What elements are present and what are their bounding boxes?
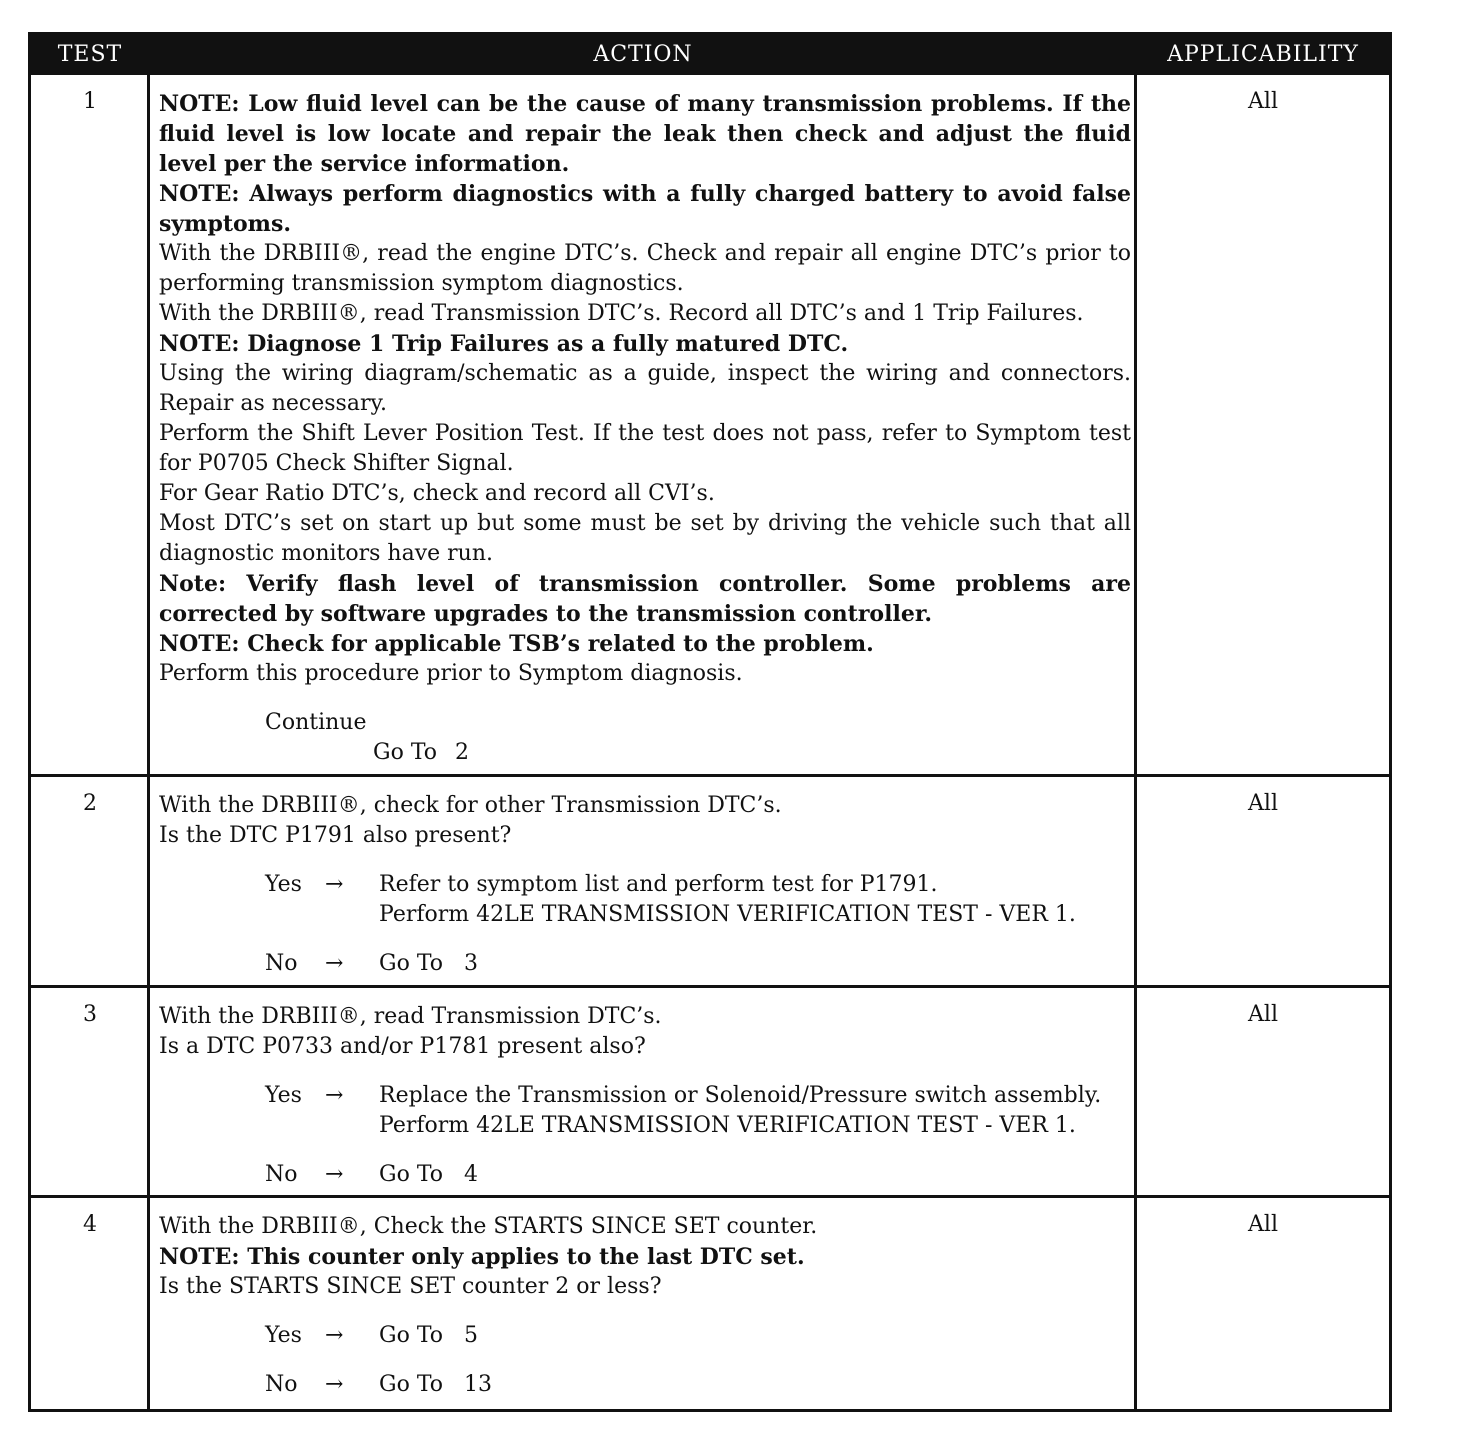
diagnostic-test-table [28,32,1392,1412]
yes-branch [159,870,1131,930]
no-label: No [265,951,298,976]
header-action: ACTION [593,42,693,67]
yes-text: Go To 5 [379,1323,478,1348]
yes-branch [159,1081,1131,1141]
action-line: Note: Verify flash level of transmission controller. Some problems are corrected by software upgrades to the transmission controller. [159,571,1131,627]
action-cell [159,1212,1131,1400]
action-line: For Gear Ratio DTC’s, check and record all CVI’s. [159,481,715,506]
goto-label: Go To [373,740,438,765]
action-line: NOTE: Check for applicable TSB’s related to the problem. [159,631,874,657]
table-header [31,35,1389,75]
table-row [31,988,1389,1195]
continue-label: Continue [265,710,367,735]
table-row [31,75,1389,774]
action-line: With the DRBIII®, read Transmission DTC’s. Record all DTC’s and 1 Trip Failures. [159,301,1084,326]
arrow-icon: → [325,1372,344,1397]
action-line: Perform the Shift Lever Position Test. If the test does not pass, refer to Symptom test for P0705 Check Shifter Signal. [159,421,1131,476]
test-number: 3 [83,1002,97,1027]
no-text: Go To 13 [379,1372,492,1397]
action-line: Using the wiring diagram/schematic as a guide, inspect the wiring and connectors. Repair as necessary. [159,361,1131,416]
yes-text [379,1081,1131,1141]
yes-branch [159,1321,1131,1351]
action-line: Most DTC’s set on start up but some must be set by driving the vehicle such that all diagnostic monitors have run. [159,511,1131,566]
no-branch [159,1160,1131,1190]
applicability-cell: All [1248,1002,1278,1027]
action-line: Perform this procedure prior to Symptom diagnosis. [159,661,743,686]
yes-text-line: Replace the Transmission or Solenoid/Pressure switch assembly. [379,1083,1102,1108]
no-text: Go To 3 [379,951,478,976]
arrow-icon: → [325,1323,344,1348]
action-line: With the DRBIII®, Check the STARTS SINCE SET counter. [159,1214,818,1239]
arrow-icon: → [325,1083,344,1108]
yes-text [379,870,1131,930]
yes-text-line: Perform 42LE TRANSMISSION VERIFICATION TEST - VER 1. [379,902,1076,927]
action-cell [159,791,1131,979]
applicability-cell: All [1248,89,1278,114]
arrow-icon: → [325,951,344,976]
goto-target: 2 [455,740,470,765]
action-cell [159,89,1131,768]
header-test: TEST [57,42,123,67]
action-line: NOTE: Diagnose 1 Trip Failures as a fully matured DTC. [159,331,849,357]
action-line: NOTE: Always perform diagnostics with a fully charged battery to avoid false symptoms. [159,181,1131,237]
test-number: 4 [83,1212,97,1237]
yes-text-line: Perform 42LE TRANSMISSION VERIFICATION TEST - VER 1. [379,1113,1076,1138]
yes-label: Yes [265,1323,302,1348]
no-label: No [265,1162,298,1187]
no-branch [159,1370,1131,1400]
arrow-icon: → [325,1162,344,1187]
yes-label: Yes [265,1083,302,1108]
action-line: NOTE: Low fluid level can be the cause of many transmission problems. If the fluid level is low locate and repair the leak then check and adjust the fluid level per the service information. [159,91,1131,177]
arrow-icon: → [325,872,344,897]
test-number: 2 [83,791,97,816]
header-applicability: APPLICABILITY [1167,42,1359,67]
no-text: Go To 4 [379,1162,478,1187]
action-line: With the DRBIII®, read Transmission DTC’s. [159,1004,662,1029]
yes-text-line: Refer to symptom list and perform test for P1791. [379,872,938,897]
no-label: No [265,1372,298,1397]
action-line: NOTE: This counter only applies to the last DTC set. [159,1244,805,1270]
action-cell [159,1002,1131,1190]
applicability-cell: All [1248,1212,1278,1237]
no-branch [159,949,1131,979]
yes-label: Yes [265,872,302,897]
action-line: With the DRBIII®, check for other Transmission DTC’s. [159,793,782,818]
table-row [31,1198,1389,1409]
applicability-cell: All [1248,791,1278,816]
goto-branch [159,738,1131,768]
test-number: 1 [83,89,97,114]
action-line: Is the DTC P1791 also present? [159,823,512,848]
action-line: With the DRBIII®, read the engine DTC’s. Check and repair all engine DTC’s prior to performing transmission symptom diagnostics. [159,241,1131,296]
continue-branch [159,708,1131,738]
action-line: Is a DTC P0733 and/or P1781 present also? [159,1034,646,1059]
action-line: Is the STARTS SINCE SET counter 2 or less? [159,1274,662,1299]
table-row [31,777,1389,985]
